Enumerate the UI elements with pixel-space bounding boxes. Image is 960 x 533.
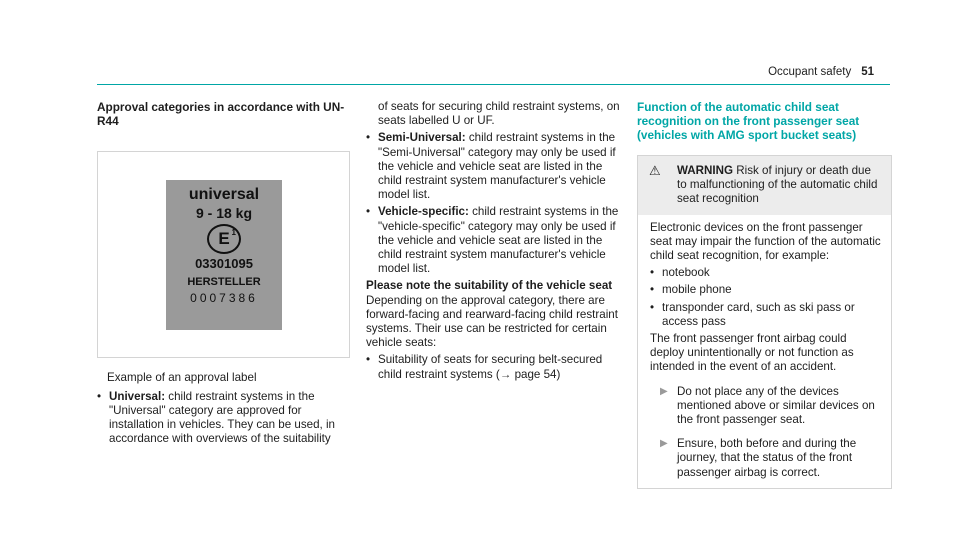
continued-text: of seats for securing child restraint systems, on seats labelled U or UF. xyxy=(378,100,620,128)
header-rule xyxy=(97,84,890,85)
section-title: Occupant safety xyxy=(768,66,852,78)
column-right xyxy=(637,100,891,489)
device-item: transponder card, such as ski pass or access pass xyxy=(662,300,855,328)
warning-text xyxy=(650,164,883,207)
label-weight: 9 - 18 kg xyxy=(195,204,253,221)
device-list xyxy=(650,266,883,329)
category-list-cont xyxy=(366,131,620,276)
item-term: Vehicle-specific: xyxy=(378,205,469,219)
item-term: Universal: xyxy=(109,389,166,403)
bullet-icon: • xyxy=(366,131,371,145)
warning-triangle-icon: ⚠ xyxy=(649,163,661,178)
list-item xyxy=(650,266,883,280)
e-mark-number: 1 xyxy=(231,227,236,237)
e-mark-letter: E xyxy=(218,228,230,248)
label-manufacturer: HERSTELLER xyxy=(187,276,261,289)
bullet-icon: • xyxy=(366,205,371,219)
column-middle xyxy=(366,100,620,385)
warning-message: Risk of injury or death due to malfunctioning of the automatic child seat recognition xyxy=(677,164,878,206)
list-item xyxy=(97,390,349,447)
list-item xyxy=(366,205,620,276)
device-item: mobile phone xyxy=(662,283,732,297)
action-text: Do not place any of the devices mentioned above or similar devices on the front passenger seat. xyxy=(677,384,875,427)
e-mark-icon xyxy=(207,224,241,254)
label-approval-number: 03301095 xyxy=(195,255,253,271)
label-serial: 0007386 xyxy=(190,291,258,306)
item-text: child restraint systems in the "Universal" category are approved for installation in vehicles. They can be used, in accordance with overviews of the suitability xyxy=(109,389,335,446)
item-text: child restraint systems in the "Semi-Universal" category may only be used if the vehicle and vehicle seat are listed in the child restraint system manufacturer's vehicle model list. xyxy=(378,131,616,202)
page-number: 51 xyxy=(861,66,874,78)
suitability-text: Depending on the approval category, there are forward-facing and rearward-facing child restraint systems. Their use can be restricted for certain vehicle seats: xyxy=(366,293,618,350)
bullet-icon: • xyxy=(650,283,655,297)
label-universal: universal xyxy=(188,186,260,204)
figure-caption: Example of an approval label xyxy=(107,371,257,385)
list-item[interactable] xyxy=(366,353,620,381)
approval-label-image xyxy=(166,180,282,330)
list-item xyxy=(650,283,883,297)
approval-label-figure xyxy=(97,151,350,358)
airbag-text: The front passenger front airbag could deploy unintentionally or not function as intended in the event of an accident. xyxy=(650,332,854,374)
bullet-icon: • xyxy=(97,389,102,403)
list-item xyxy=(366,131,620,202)
bullet-icon: • xyxy=(366,353,371,367)
item-term: Semi-Universal: xyxy=(378,131,466,145)
action-text: Ensure, both before and during the journey, that the status of the front passenger airbag is correct. xyxy=(677,437,857,479)
column-left xyxy=(97,100,349,449)
suitability-heading: Please note the suitability of the vehicle seat xyxy=(366,279,613,293)
running-head xyxy=(768,66,874,78)
warning-header xyxy=(638,156,891,215)
action-arrow-icon: ▶ xyxy=(660,438,668,450)
action-step xyxy=(650,437,883,480)
warning-word: WARNING xyxy=(677,164,734,177)
list-item xyxy=(650,301,883,329)
warning-box xyxy=(637,155,892,489)
warning-body xyxy=(638,215,891,488)
action-arrow-icon: ▶ xyxy=(660,385,668,397)
seat-recognition-heading: Function of the automatic child seat recognition on the front passenger seat (vehicles with AMG sport bucket seats) xyxy=(637,100,860,142)
warning-body-text: Electronic devices on the front passenger seat may impair the function of the automatic child seat recognition, for example: xyxy=(650,220,881,263)
action-step xyxy=(650,385,883,428)
page-reference-link[interactable]: Suitability of seats for securing belt-secured child restraint systems (→ page 54) xyxy=(378,353,603,381)
approval-heading: Approval categories in accordance with UN-R44 xyxy=(97,100,345,129)
device-item: notebook xyxy=(662,266,710,280)
bullet-icon: • xyxy=(650,300,655,314)
suitability-list xyxy=(366,353,620,381)
category-list xyxy=(97,390,349,447)
item-text: child restraint systems in the "vehicle-specific" category may only be used if the vehicle and vehicle seat are listed in the child restraint system manufacturer's vehicle model list. xyxy=(378,205,619,276)
bullet-icon: • xyxy=(650,266,655,280)
